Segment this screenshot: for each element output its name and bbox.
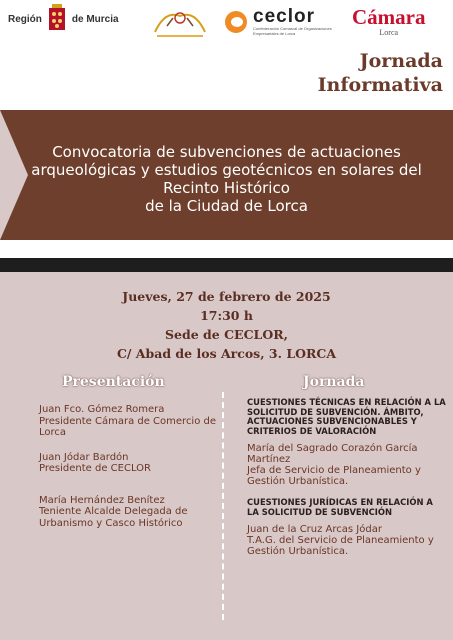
topic-tecnicas: CUESTIONES TÉCNICAS EN RELACIÓN A LA SOLICITUD DE SUBVENCIÓN. ÁMBITO, ACTUACIONES SUBVENCIONABLES Y CRITERIOS DE VALORACIÓN [247,397,446,436]
banner-line4: de la Ciudad de Lorca [145,197,308,215]
white-divider-strip [0,240,453,258]
jornada-list [247,398,447,568]
topic-juridicas: CUESTIONES JURÍDICAS EN RELACIÓN A LA SOLICITUD DE SUBVENCIÓN [247,497,433,517]
event-info [0,287,453,363]
event-time: 17:30 h [200,308,253,323]
presenter-item [39,495,217,530]
speaker-role: Jefa de Servicio de Planeamiento y Gestión Urbanística. [247,465,421,487]
speaker-name: Juan de la Cruz Arcas Jódar [247,524,382,535]
dark-divider-strip [0,258,453,272]
speaker-name: María del Sagrado Corazón García Martínez [247,443,418,465]
jornada-title-line2: Informativa [317,74,443,96]
event-address: C/ Abad de los Arcos, 3. LORCA [116,346,337,361]
murcia-crest-icon [46,4,68,34]
camara-city: Lorca [379,28,399,37]
column-divider [222,392,224,620]
presentacion-heading: Presentación [62,374,165,390]
ceclor-subtitle: Confederación Comarcal de Organizaciones Empresariales de Lorca [253,26,332,36]
presenter-name: Juan Jódar Bardón [39,451,129,463]
banner-line2: arqueológicas y estudios geotécnicos en solares del [31,161,422,179]
banner-title [0,143,453,215]
title-banner [0,110,453,240]
speaker-role: T.A.G. del Servicio de Planeamiento y Gestión Urbanística. [247,535,434,557]
murcia-line2: de Murcia [71,13,119,25]
region-murcia-logo [8,4,119,34]
ceclor-c-icon [225,11,247,33]
recinto-historico-logo-icon [145,6,215,40]
header [0,0,453,110]
event-date: Jueves, 27 de febrero de 2025 [122,289,331,304]
presenter-item [39,404,217,439]
presenter-role: Presidente de CECLOR [39,463,151,474]
banner-line3: Recinto Histórico [163,179,290,197]
jornada-title-line1: Jornada [359,50,443,72]
presenter-name: María Hernández Benítez [39,494,165,506]
presenter-role: Teniente Alcalde Delegada de Urbanismo y Casco Histórico [39,506,188,529]
banner-line1: Convocatoria de subvenciones de actuaciones [52,143,401,161]
murcia-line1: Región [8,13,42,25]
speaker-item [247,443,447,487]
camara-lorca-logo [352,6,425,37]
presenter-name: Juan Fco. Gómez Romera [39,404,165,415]
camara-name: Cámara [352,5,426,29]
presenter-item [39,452,217,475]
presenter-role: Presidente Cámara de Comercio de Lorca [39,415,217,438]
event-venue: Sede de CECLOR, [165,327,288,342]
ceclor-name: ceclor [253,6,315,27]
presentacion-list [39,404,217,542]
jornada-heading: Jornada [303,374,365,390]
ceclor-logo [225,8,343,36]
speaker-item [247,524,447,557]
jornada-informativa-title [318,49,443,97]
